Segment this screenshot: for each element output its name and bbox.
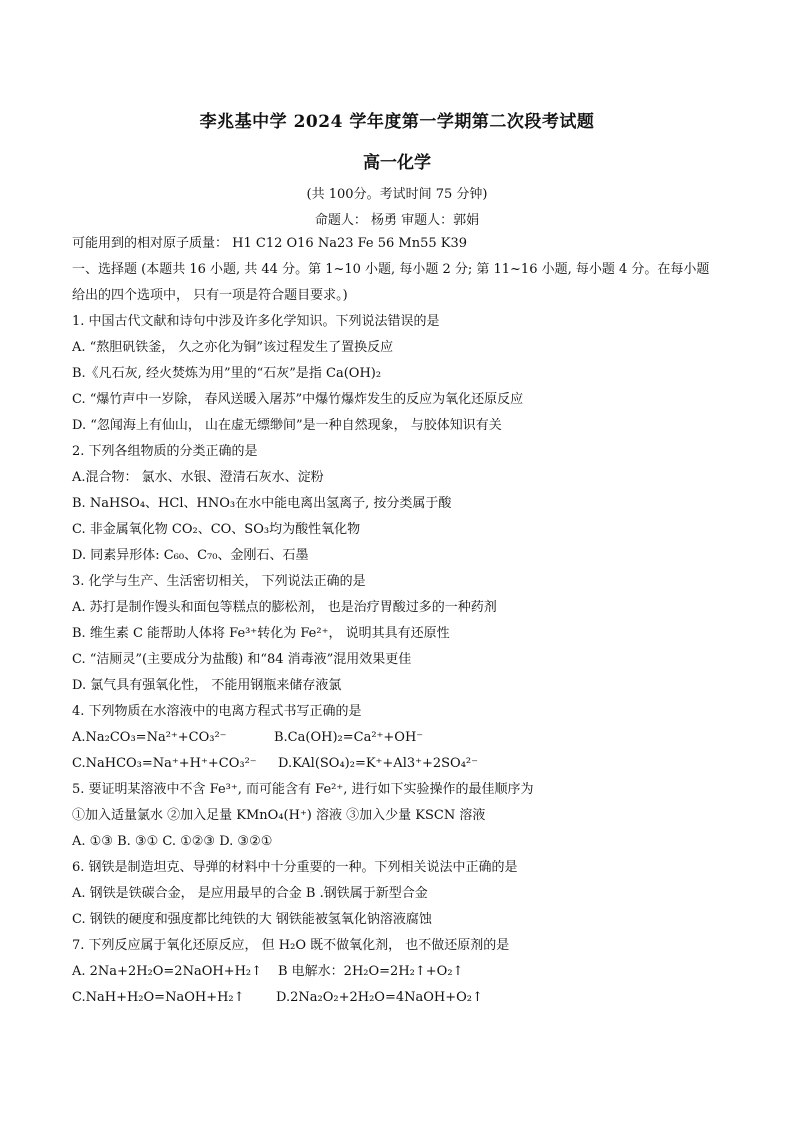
q2-option-d: D. 同素异形体: C₆₀、C₇₀、金刚石、石墨 [72, 548, 309, 563]
q7-row-2 [72, 989, 752, 1007]
q7-option-d: D.2Na₂O₂+2H₂O=4NaOH+O₂↑ [276, 990, 483, 1005]
q3-option-c: C. “洁厕灵”(主要成分为盐酸) 和“84 消毒液”混用效果更佳 [72, 652, 412, 667]
q5-stem: 5. 要证明某溶液中不含 Fe³⁺, 而可能含有 Fe²⁺, 进行如下实验操作的最佳顺序为 [72, 782, 534, 797]
q1-option-a: A. “熬胆矾铁釜， 久之亦化为铜”该过程发生了置换反应 [72, 340, 394, 355]
q3-option-b: B. 维生素 C 能帮助人体将 Fe³⁺转化为 Fe²⁺， 说明其具有还原性 [72, 626, 450, 641]
atomic-masses: 可能用到的相对原子质量： H1 C12 O16 Na23 Fe 56 Mn55 K39 [72, 236, 468, 251]
q4-option-d: D.KAl(SO₄)₂=K⁺+Al3⁺+2SO₄²⁻ [278, 756, 479, 771]
q1-stem: 1. 中国古代文献和诗句中涉及许多化学知识。下列说法错误的是 [72, 314, 440, 329]
q4-stem: 4. 下列物质在水溶液中的电离方程式书写正确的是 [72, 704, 362, 719]
q7-row-1 [72, 963, 752, 981]
q1-option-b: B.《凡石灰, 经火焚炼为用”里的“石灰”是指 Ca(OH)₂ [72, 366, 382, 381]
q2-option-c: C. 非金属氧化物 CO₂、CO、SO₃均为酸性氧化物 [72, 522, 361, 537]
q5-options: A. ①③ B. ③① C. ①②③ D. ③②① [72, 834, 273, 849]
q3-stem: 3. 化学与生产、生活密切相关， 下列说法正确的是 [72, 574, 366, 589]
exam-meta: (共 100分。考试时间 75 分钟) [306, 187, 488, 202]
q7-option-b: B 电解水：2H₂O=2H₂↑+O₂↑ [278, 964, 464, 979]
q7-option-c: C.NaH+H₂O=NaOH+H₂↑ [72, 990, 245, 1005]
q2-option-b: B. NaHSO₄、HCl、HNO₃在水中能电离出氢离子, 按分类属于酸 [72, 496, 452, 511]
q4-row-1 [72, 729, 752, 747]
q4-option-c: C.NaHCO₃=Na⁺+H⁺+CO₃²⁻ [72, 756, 257, 771]
q7-option-a: A. 2Na+2H₂O=2NaOH+H₂↑ [72, 964, 263, 979]
section-heading: 一、选择题 (本题共 16 小题, 共 44 分。第 1~10 小题, 每小题 2 分; 第 11~16 小题, 每小题 4 分。在每小题 [72, 262, 710, 277]
q1-option-c: C. “爆竹声中一岁除， 春风送暖入屠苏”中爆竹爆炸发生的反应为氧化还原反应 [72, 392, 524, 407]
q3-option-d: D. 氯气具有强氧化性， 不能用钢瓶来储存液氯 [72, 678, 342, 693]
q3-option-a: A. 苏打是制作馒头和面包等糕点的膨松剂， 也是治疗胃酸过多的一种药剂 [72, 600, 497, 615]
q1-option-d: D. “忽闻海上有仙山， 山在虚无缥缈间”是一种自然现象， 与胶体知识有关 [72, 418, 502, 433]
q4-option-a: A.Na₂CO₃=Na²⁺+CO₃²⁻ [72, 730, 227, 745]
section-heading-cont: 给出的四个选项中， 只有一项是符合题目要求。) [72, 288, 348, 303]
q2-option-a: A.混合物： 氯水、水银、澄清石灰水、淀粉 [72, 470, 324, 485]
q6-options-cd: C. 钢铁的硬度和强度都比纯铁的大 钢铁能被氢氧化钠溶液腐蚀 [72, 912, 432, 927]
q5-operations: ①加入适量氯水 ②加入足量 KMnO₄(H⁺) 溶液 ③加入少量 KSCN 溶液 [72, 808, 486, 823]
q2-stem: 2. 下列各组物质的分类正确的是 [72, 444, 258, 459]
q4-row-2 [72, 755, 752, 773]
q6-options-ab: A. 钢铁是铁碳合金， 是应用最早的合金 B .钢铁属于新型合金 [72, 886, 428, 901]
q6-stem: 6. 钢铁是制造坦克、导弹的材料中十分重要的一种。下列相关说法中正确的是 [72, 860, 518, 875]
page-title: 李兆基中学 2024 学年度第一学期第二次段考试题 [199, 112, 595, 132]
exam-authors: 命题人： 杨勇 审题人：郭娟 [314, 213, 480, 228]
q4-option-b: B.Ca(OH)₂=Ca²⁺+OH⁻ [274, 730, 424, 745]
q7-stem: 7. 下列反应属于氧化还原反应， 但 H₂O 既不做氧化剂， 也不做还原剂的是 [72, 938, 510, 953]
page-subtitle: 高一化学 [363, 153, 431, 173]
